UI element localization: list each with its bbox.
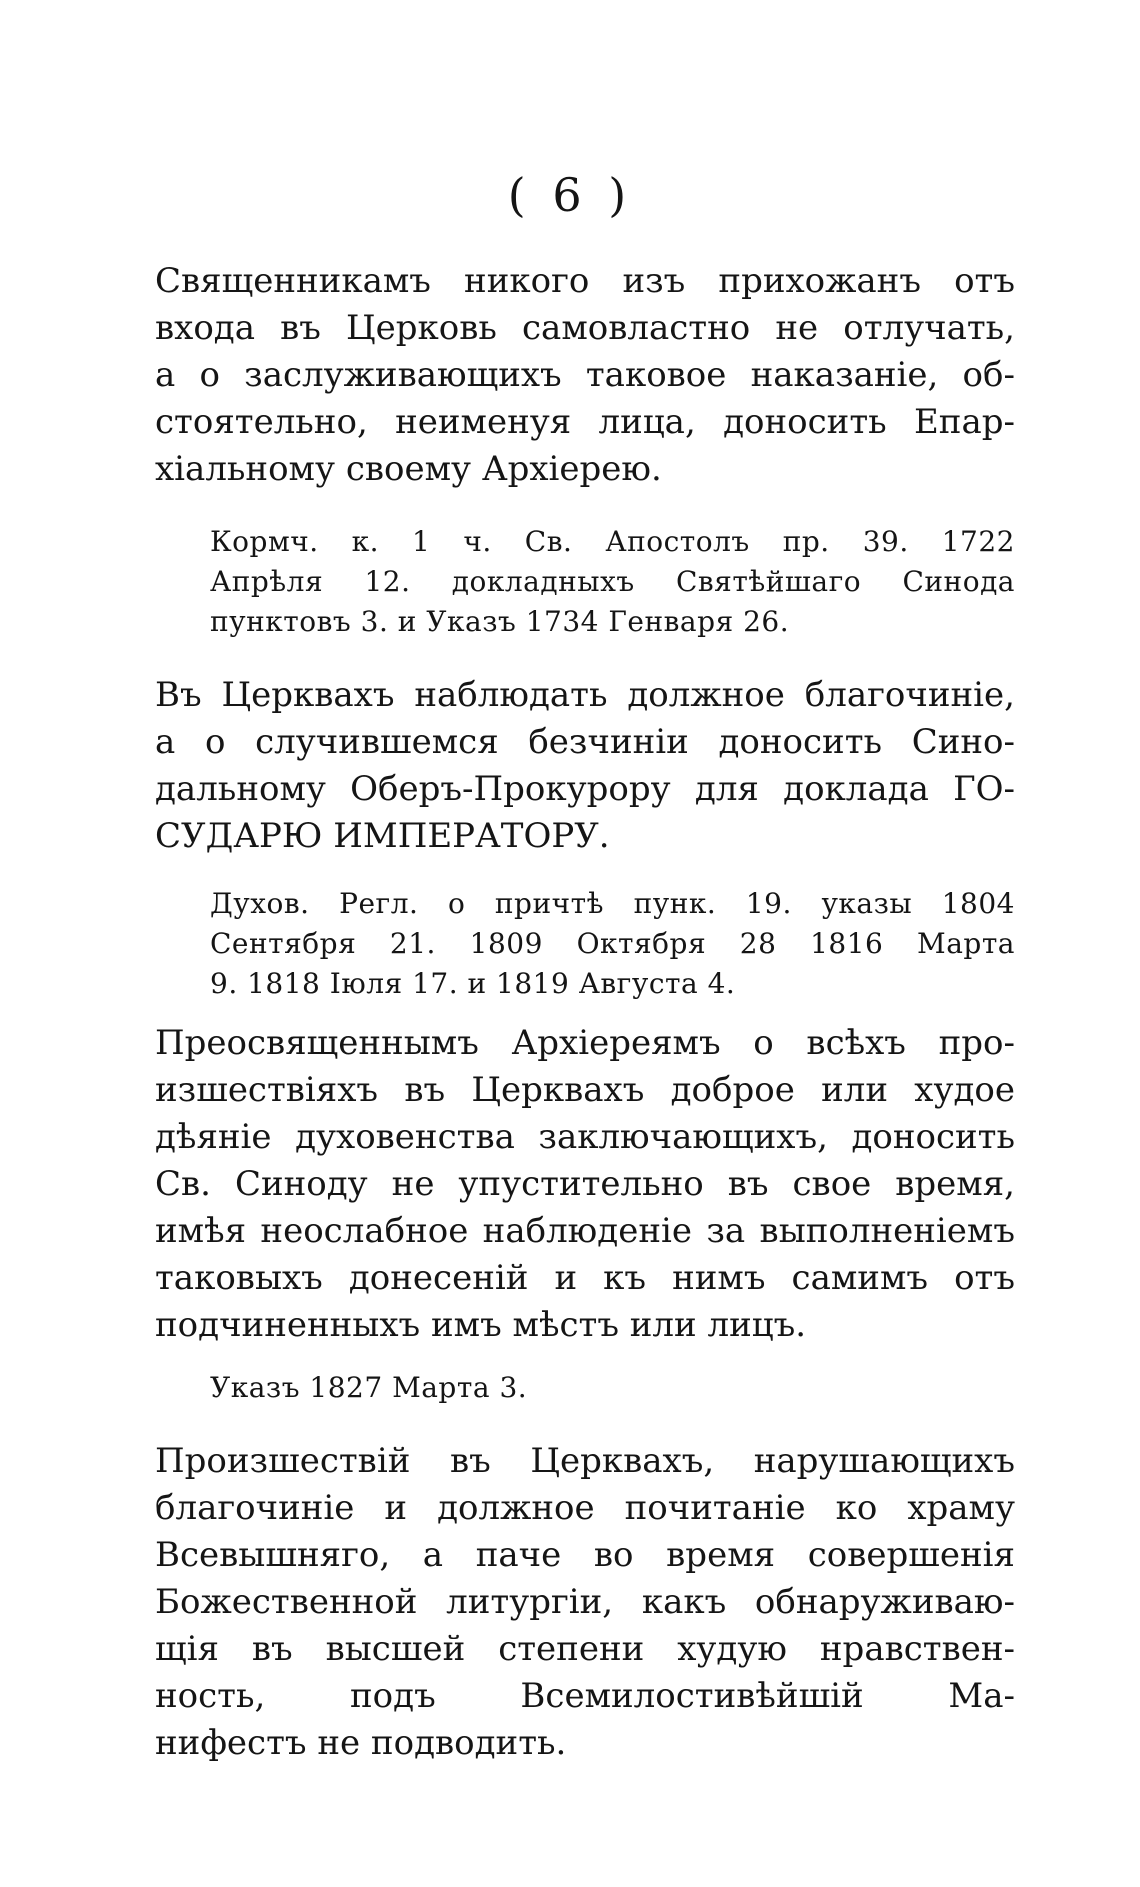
paragraph-line: Священникамъ никого изъ прихожанъ отъ bbox=[155, 261, 1015, 301]
paragraph-line: СУДАРЮ ИМПЕРАТОРУ. bbox=[155, 816, 610, 856]
paragraph-line: стоятельно, неименуя лица, доносить Епар- bbox=[155, 402, 1015, 442]
paragraph-line: а о случившемся безчиніи доносить Сино- bbox=[155, 722, 1015, 762]
paragraph-line: таковыхъ донесеній и къ нимъ самимъ отъ bbox=[155, 1258, 1015, 1298]
citation-line: Сентября 21. 1809 Октября 28 1816 Марта bbox=[210, 927, 1015, 960]
paragraph-line: дѣяніе духовенства заключающихъ, доносить bbox=[155, 1117, 1015, 1157]
paragraph-4 bbox=[155, 1438, 1015, 1767]
paragraph-line: входа въ Церковь самовластно не отлучать, bbox=[155, 308, 1015, 348]
paragraph-line: нифестъ не подводить. bbox=[155, 1723, 567, 1763]
paragraph-line: а о заслуживающихъ таковое наказаніе, об- bbox=[155, 355, 1015, 395]
citation-line: Духов. Регл. о причтѣ пунк. 19. указы 1804 bbox=[210, 887, 1015, 920]
paragraph-line: дальному Оберъ-Прокурору для доклада ГО- bbox=[155, 769, 1015, 809]
paragraph-1 bbox=[155, 258, 1015, 493]
paragraph-line: Произшествій въ Церквахъ, нарушающихъ bbox=[155, 1441, 1015, 1481]
paragraph-line: щія въ высшей степени худую нравствен- bbox=[155, 1629, 1015, 1669]
paragraph-line: подчиненныхъ имъ мѣстъ или лицъ. bbox=[155, 1305, 807, 1345]
citation-line: Указъ 1827 Марта 3. bbox=[210, 1371, 528, 1404]
paragraph-line: хіальному своему Архіерею. bbox=[155, 449, 662, 489]
citation-2 bbox=[210, 884, 1015, 1004]
paragraph-line: имѣя неослабное наблюденіе за выполненіемъ bbox=[155, 1211, 1015, 1251]
paragraph-line: изшествіяхъ въ Церквахъ доброе или худое bbox=[155, 1070, 1015, 1110]
paragraph-line: благочиніе и должное почитаніе ко храму bbox=[155, 1488, 1015, 1528]
paragraph-line: Св. Синоду не упустительно въ свое время, bbox=[155, 1164, 1015, 1204]
paragraph-line: Преосвященнымъ Архіереямъ о всѣхъ про- bbox=[155, 1023, 1015, 1063]
citation-3 bbox=[210, 1368, 1015, 1408]
paragraph-line: ность, подъ Всемилостивѣйшій Ма- bbox=[155, 1676, 1015, 1716]
paragraph-line: Въ Церквахъ наблюдать должное благочиніе, bbox=[155, 675, 1015, 715]
paragraph-2 bbox=[155, 672, 1015, 860]
paragraph-3 bbox=[155, 1020, 1015, 1349]
citation-line: пунктовъ 3. и Указъ 1734 Генваря 26. bbox=[210, 605, 790, 638]
paragraph-line: Божественной литургіи, какъ обнаруживаю- bbox=[155, 1582, 1015, 1622]
citation-line: Апрѣля 12. докладныхъ Святѣйшаго Синода bbox=[210, 565, 1015, 598]
citation-line: 9. 1818 Іюля 17. и 1819 Августа 4. bbox=[210, 967, 736, 1000]
paragraph-line: Всевышняго, а паче во время совершенія bbox=[155, 1535, 1015, 1575]
citation-1 bbox=[210, 522, 1015, 642]
page-number: ( 6 ) bbox=[507, 168, 633, 222]
citation-line: Кормч. к. 1 ч. Св. Апостолъ пр. 39. 1722 bbox=[210, 525, 1015, 558]
